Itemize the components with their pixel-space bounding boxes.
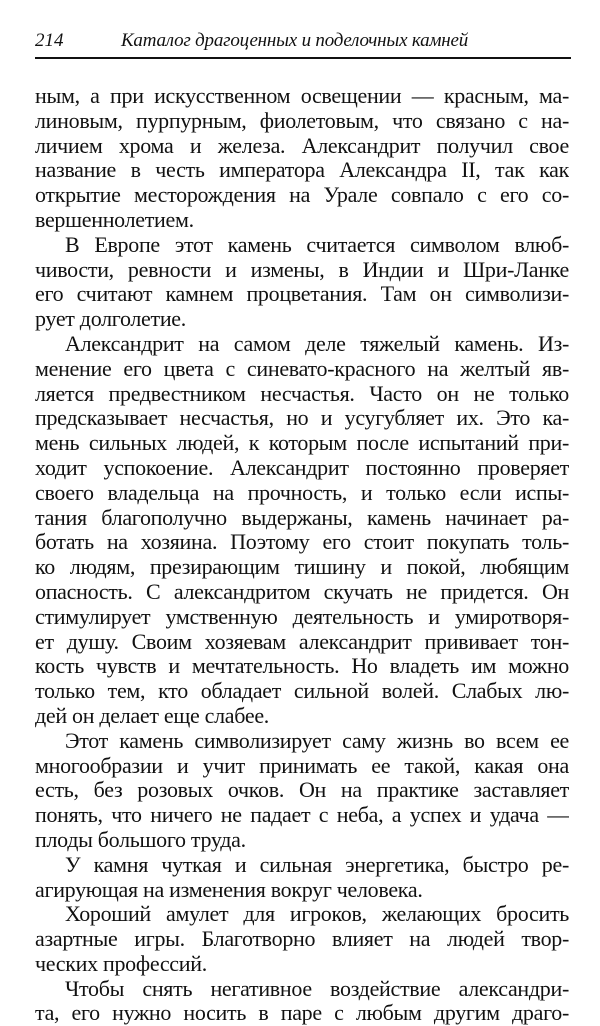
text-line: ческих профессий. xyxy=(35,951,207,976)
text-line: есть, без розовых очков. Он на практике заставляет xyxy=(35,778,569,803)
text-line: только тем, кто обладает сильной волей. Слабых лю- xyxy=(35,679,569,704)
text-line: тания благополучно выдержаны, камень начинает ра- xyxy=(35,505,569,530)
text-line: опасность. С александритом скучать не придется. Он xyxy=(35,579,569,604)
text-line: агирующая на изменения вокруг человека. xyxy=(35,877,423,902)
text-line: ет душу. Своим хозяевам александрит прививает тон- xyxy=(35,629,569,654)
text-line: название в честь императора Александра II, так как xyxy=(35,158,569,183)
text-line: открытие месторождения на Урале совпало с его со- xyxy=(35,183,569,208)
text-line: понять, что ничего не падает с неба, а успех и удача — xyxy=(35,803,569,828)
text-line: стимулирует умственную деятельность и умиротворя- xyxy=(35,604,569,629)
text-line: личием хрома и железа. Александрит получил свое xyxy=(35,133,569,158)
paragraph xyxy=(35,977,569,1026)
text-line: Этот камень символизирует саму жизнь во всем ее xyxy=(65,728,569,753)
running-title: Каталог драгоценных и поделочных камней xyxy=(121,30,469,51)
text-line: кость чувств и мечтательность. Но владеть им можно xyxy=(35,654,569,679)
text-line: предсказывает несчастья, но и усугубляет их. Это ка- xyxy=(35,406,569,431)
paragraph xyxy=(35,84,569,233)
text-line: плоды большого труда. xyxy=(35,827,246,852)
text-line: вершеннолетием. xyxy=(35,207,194,232)
text-line: та, его нужно носить в паре с любым другим драго- xyxy=(35,1001,569,1026)
text-line: многообразии и учит принимать ее такой, какая она xyxy=(35,753,569,778)
paragraph xyxy=(35,729,569,853)
text-line: ходит успокоение. Александрит постоянно проверяет xyxy=(35,455,569,480)
page-number: 214 xyxy=(35,30,64,51)
text-line: У камня чуткая и сильная энергетика, быстро ре- xyxy=(65,852,569,877)
text-line: ботать на хозяина. Поэтому его стоит покупать толь- xyxy=(35,530,569,555)
text-line: чивости, ревности и измены, в Индии и Шри-Ланке xyxy=(35,257,569,282)
text-line: Чтобы снять негативное воздействие александри- xyxy=(65,976,569,1001)
header-rule xyxy=(35,57,571,59)
paragraph xyxy=(35,853,569,903)
text-line: менение его цвета с синевато-красного на желтый яв- xyxy=(35,356,569,381)
text-line: Александрит на самом деле тяжелый камень. Из- xyxy=(65,331,569,356)
text-line: рует долголетие. xyxy=(35,307,186,332)
text-line: линовым, пурпурным, фиолетовым, что связано с на- xyxy=(35,108,569,133)
text-line: ко людям, презирающим тишину и покой, любящим xyxy=(35,555,569,580)
text-line: его считают камнем процветания. Там он символизи- xyxy=(35,282,569,307)
text-line: азартные игры. Благотворно влияет на людей твор- xyxy=(35,927,569,952)
paragraph xyxy=(35,233,569,332)
paragraph xyxy=(35,902,569,976)
page-header xyxy=(35,30,571,56)
text-line: В Европе этот камень считается символом влюб- xyxy=(65,232,569,257)
text-line: ным, а при искусственном освещении — красным, ма- xyxy=(35,84,569,108)
text-line: своего владельца на прочность, и только если испы- xyxy=(35,480,569,505)
text-line: ляется предвестником несчастья. Часто он не только xyxy=(35,381,569,406)
text-line: дей он делает еще слабее. xyxy=(35,703,269,728)
text-line: мень сильных людей, к которым после испытаний при- xyxy=(35,431,569,456)
paragraph xyxy=(35,332,569,729)
page-body xyxy=(35,84,569,1026)
text-line: Хороший амулет для игроков, желающих бросить xyxy=(65,902,569,927)
